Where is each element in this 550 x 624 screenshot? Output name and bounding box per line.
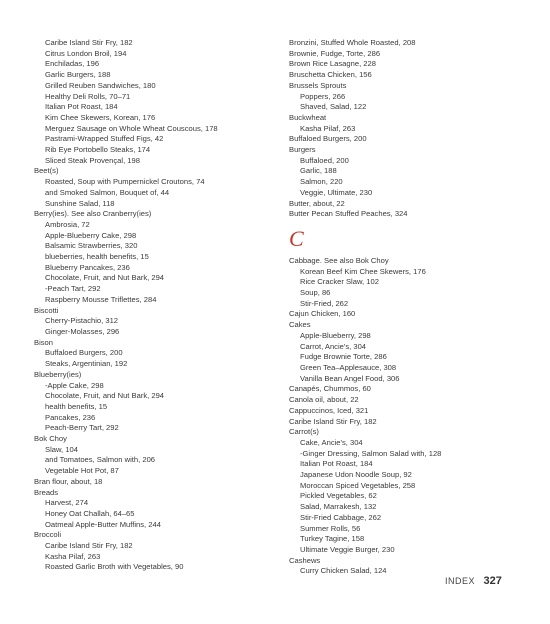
index-subentry: Salmon, 220 xyxy=(300,177,343,187)
index-main-entry: Bok Choy xyxy=(34,434,67,444)
index-subentry: Caribe Island Stir Fry, 182 xyxy=(45,38,133,47)
index-main-entry: Caribe Island Stir Fry, 182 xyxy=(289,416,377,426)
index-subentry: Chocolate, Fruit, and Nut Bark, 294 xyxy=(45,273,165,283)
index-subentry: Italian Pot Roast, 184 xyxy=(45,102,118,112)
index-subentry: health benefits, 15 xyxy=(45,401,108,411)
index-subentry: Rib Eye Portobello Steaks, 174 xyxy=(45,145,151,155)
index-subentry: Buffaloed Burgers, 200 xyxy=(45,348,123,358)
index-subentry: Kasha Pilaf, 263 xyxy=(45,551,101,561)
index-subentry: Garlic, 188 xyxy=(300,166,337,176)
index-main-entry: Brussels Sprouts xyxy=(289,80,347,90)
index-subentry: Apple-Blueberry, 298 xyxy=(300,330,371,340)
index-subentry: Slaw, 104 xyxy=(45,444,78,454)
index-subentry: Japanese Udon Noodle Soup, 92 xyxy=(300,470,412,480)
index-subentry: -Peach Tart, 292 xyxy=(45,284,101,294)
index-subentry: Ginger-Molasses, 296 xyxy=(45,326,120,336)
index-main-entry: Beet(s) xyxy=(34,166,59,176)
index-subentry: Garlic Burgers, 188 xyxy=(45,70,111,80)
index-subentry: Fudge Brownie Torte, 286 xyxy=(300,352,387,362)
index-subentry: Italian Pot Roast, 184 xyxy=(300,459,373,469)
index-main-entry: Carrot(s) xyxy=(289,427,319,437)
index-subentry: Moroccan Spiced Vegetables, 258 xyxy=(300,480,416,490)
page-footer xyxy=(445,571,502,589)
index-subentry: Healthy Deli Rolls, 70–71 xyxy=(45,91,131,101)
index-subentry: Pancakes, 236 xyxy=(45,412,96,422)
index-subentry: Caribe Island Stir Fry, 182 xyxy=(45,541,133,551)
index-main-entry: Canapés, Chummos, 60 xyxy=(289,384,371,394)
index-subentry: Roasted, Soup with Pumpernickel Croutons, 74 xyxy=(45,177,205,187)
index-subentry: Raspberry Mousse Triflettes, 284 xyxy=(45,294,157,304)
index-subentry: Stir-Fried Cabbage, 262 xyxy=(300,512,382,522)
index-subentry: Citrus London Broil, 194 xyxy=(45,48,127,58)
index-subentry: Apple-Blueberry Cake, 298 xyxy=(45,230,137,240)
index-main-entry: Biscotti xyxy=(34,305,59,315)
index-subentry: Vanilla Bean Angel Food, 306 xyxy=(300,373,400,383)
index-main-entry: Butter, about, 22 xyxy=(289,198,345,208)
index-subentry: Rice Cracker Slaw, 102 xyxy=(300,277,379,287)
index-subentry: Oatmeal Apple-Butter Muffins, 244 xyxy=(45,519,161,529)
index-subentry: -Apple Cake, 298 xyxy=(45,380,104,390)
index-subentry: Carrot, Ancie's, 304 xyxy=(300,341,367,351)
index-subentry: and Tomatoes, Salmon with, 206 xyxy=(45,455,156,465)
index-subentry: Ambrosia, 72 xyxy=(45,219,90,229)
index-main-entry: Bruschetta Chicken, 156 xyxy=(289,70,372,80)
index-subentry: Roasted Garlic Broth with Vegetables, 90 xyxy=(45,562,184,572)
index-subentry: Poppers, 266 xyxy=(300,91,346,101)
index-subentry: Veggie, Ultimate, 230 xyxy=(300,187,373,197)
index-column-right xyxy=(289,38,504,577)
index-main-entry: Bison xyxy=(34,337,53,347)
index-main-entry: Cappuccinos, Iced, 321 xyxy=(289,405,369,415)
index-subentry: Ultimate Veggie Burger, 230 xyxy=(300,544,395,554)
index-main-entry: Cakes xyxy=(289,320,311,330)
index-main-entry: Bronzini, Stuffed Whole Roasted, 208 xyxy=(289,38,416,47)
index-subentry: Pastrami-Wrapped Stuffed Figs, 42 xyxy=(45,134,164,144)
index-main-entry: Buckwheat xyxy=(289,112,327,122)
index-main-entry: Cabbage. See also Bok Choy xyxy=(289,255,389,265)
index-main-entry: Burgers xyxy=(289,145,316,155)
index-subentry: Steaks, Argentinian, 192 xyxy=(45,359,128,369)
index-subentry: Peach-Berry Tart, 292 xyxy=(45,423,119,433)
index-subentry: blueberries, health benefits, 15 xyxy=(45,252,149,262)
index-subentry: Blueberry Pancakes, 236 xyxy=(45,262,130,272)
index-subentry: Curry Chicken Salad, 124 xyxy=(300,566,387,576)
index-subentry: Korean Beef Kim Chee Skewers, 176 xyxy=(300,266,426,276)
index-subentry: Kim Chee Skewers, Korean, 176 xyxy=(45,112,156,122)
index-subentry: Turkey Tagine, 158 xyxy=(300,534,365,544)
index-subentry: Enchiladas, 196 xyxy=(45,59,100,69)
index-main-entry: Breads xyxy=(34,487,59,497)
index-subentry: Summer Rolls, 56 xyxy=(300,523,361,533)
index-subentry: -Ginger Dressing, Salmon Salad with, 128 xyxy=(300,448,442,458)
index-main-entry: Broccoli xyxy=(34,530,62,540)
index-subentry: Vegetable Hot Pot, 87 xyxy=(45,466,119,476)
page-number: 327 xyxy=(483,575,502,587)
index-subentry: Pickled Vegetables, 62 xyxy=(300,491,377,501)
index-subentry: and Smoked Salmon, Bouquet of, 44 xyxy=(45,187,170,197)
index-main-entry: Bran flour, about, 18 xyxy=(34,476,103,486)
section-letter-heading: C xyxy=(289,225,304,251)
index-subentry: Shaved, Salad, 122 xyxy=(300,102,367,112)
index-main-entry: Cashews xyxy=(289,555,321,565)
index-subentry: Grilled Reuben Sandwiches, 180 xyxy=(45,80,156,90)
index-main-entry: Brownie, Fudge, Torte, 286 xyxy=(289,48,381,58)
index-subentry: Chocolate, Fruit, and Nut Bark, 294 xyxy=(45,391,165,401)
index-main-entry: Butter Pecan Stuffed Peaches, 324 xyxy=(289,209,408,219)
index-subentry: Sliced Steak Provençal, 198 xyxy=(45,155,140,165)
footer-label: INDEX xyxy=(445,576,476,586)
index-subentry: Salad, Marrakesh, 132 xyxy=(300,502,377,512)
index-main-entry: Berry(ies). See also Cranberry(ies) xyxy=(34,209,152,219)
index-subentry: Balsamic Strawberries, 320 xyxy=(45,241,138,251)
index-subentry: Stir-Fried, 262 xyxy=(300,298,349,308)
index-subentry: Sunshine Salad, 118 xyxy=(45,198,115,208)
index-main-entry: Brown Rice Lasagne, 228 xyxy=(289,59,376,69)
index-subentry: Soup, 86 xyxy=(300,288,331,298)
index-subentry: Cherry-Pistachio, 312 xyxy=(45,316,119,326)
index-column-left xyxy=(34,38,249,573)
index-main-entry: Cajun Chicken, 160 xyxy=(289,309,356,319)
index-subentry: Merguez Sausage on Whole Wheat Couscous, 178 xyxy=(45,123,218,133)
index-subentry: Harvest, 274 xyxy=(45,498,89,508)
index-subentry: Kasha Pilaf, 263 xyxy=(300,123,356,133)
index-subentry: Honey Oat Challah, 64–65 xyxy=(45,508,135,518)
index-subentry: Buffaloed, 200 xyxy=(300,155,349,165)
index-main-entry: Canola oil, about, 22 xyxy=(289,395,359,405)
index-subentry: Cake, Ancie's, 304 xyxy=(300,437,363,447)
index-main-entry: Blueberry(ies) xyxy=(34,369,82,379)
index-subentry: Green Tea–Applesauce, 308 xyxy=(300,362,397,372)
index-main-entry: Buffaloed Burgers, 200 xyxy=(289,134,367,144)
